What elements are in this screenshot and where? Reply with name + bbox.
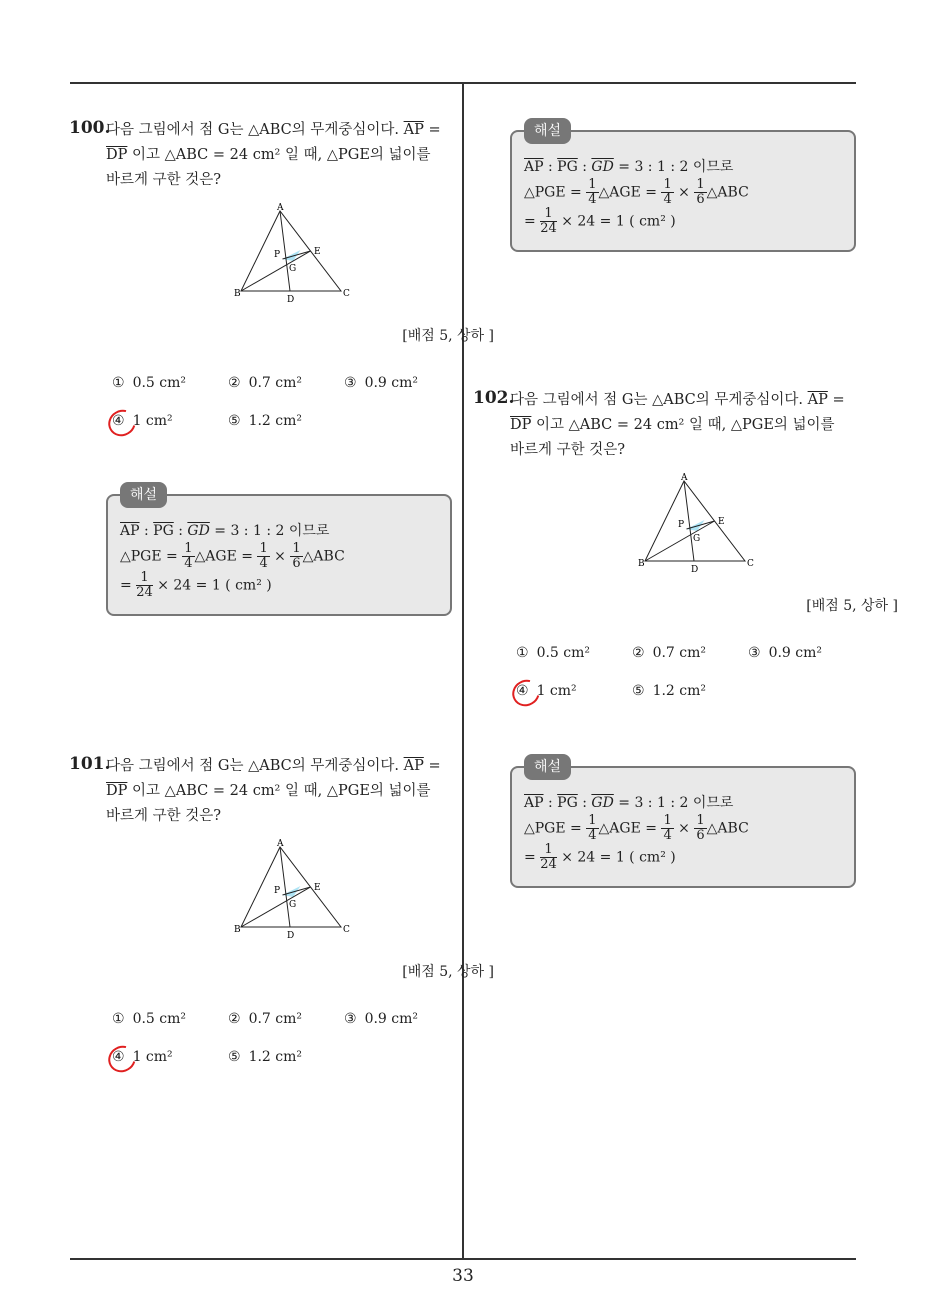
choice-5[interactable]: ⑤ 1.2 cm² (632, 683, 707, 699)
solution-tag: 해설 (524, 118, 571, 144)
page-number: 33 (452, 1266, 474, 1286)
label-p: P (678, 520, 685, 530)
label-c: C (343, 925, 350, 935)
label-g: G (289, 264, 297, 274)
label-d: D (691, 565, 699, 575)
label-b: B (234, 289, 241, 299)
answer-choices (106, 1011, 494, 1081)
problem-102 (473, 388, 898, 715)
choice-5[interactable]: ⑤ 1.2 cm² (228, 1049, 303, 1065)
label-p: P (274, 250, 281, 260)
solution-box-100 (106, 487, 452, 616)
choice-3[interactable]: ③ 0.9 cm² (344, 1011, 419, 1027)
answer-choices (510, 645, 898, 715)
label-g: G (289, 900, 297, 910)
choice-1[interactable]: ① 0.5 cm² (112, 375, 187, 391)
answer-circle (103, 1041, 140, 1078)
solution-line-3: = $\frac{1}{24}$ × 24 = 1 ( cm² ) (524, 842, 676, 872)
triangle-figure (639, 473, 769, 573)
footer-rule (70, 1258, 856, 1260)
choice-1[interactable]: ① 0.5 cm² (516, 645, 591, 661)
question-text: 다음 그림에서 점 G는 △ABC의 무게중심이다. $\overline{AP}$ = $\overline{DP}$ 이고 △ABC = 24 cm² 일 때, △PGE의 넓이를 바르게 구한 것은? (106, 122, 441, 188)
label-d: D (287, 295, 295, 305)
solution-tag: 해설 (120, 482, 167, 508)
choice-4[interactable]: ④ 1 cm² (112, 413, 173, 429)
solution-line-3: = $\frac{1}{24}$ × 24 = 1 ( cm² ) (120, 570, 272, 600)
question-text: 다음 그림에서 점 G는 △ABC의 무게중심이다. $\overline{AP}$ = $\overline{DP}$ 이고 △ABC = 24 cm² 일 때, △PGE의 넓이를 바르게 구한 것은? (106, 758, 441, 824)
answer-circle (507, 675, 544, 712)
choice-3[interactable]: ③ 0.9 cm² (344, 375, 419, 391)
choice-3[interactable]: ③ 0.9 cm² (748, 645, 823, 661)
answer-choices (106, 375, 494, 445)
solution-box-101 (510, 123, 856, 252)
label-a: A (277, 203, 284, 213)
answer-circle (103, 405, 140, 442)
choice-2[interactable]: ② 0.7 cm² (228, 1011, 303, 1027)
choice-2[interactable]: ② 0.7 cm² (228, 375, 303, 391)
label-c: C (747, 559, 754, 569)
solution-line-1: $\overline{AP}$ : $\overline{PG}$ : $\overline{GD} = 3$ : 1 : 2 이므로 (524, 795, 734, 811)
label-p: P (274, 886, 281, 896)
problem-number: 101. (69, 754, 111, 774)
problem-number: 100. (69, 118, 111, 138)
label-e: E (314, 883, 321, 893)
label-a: A (277, 839, 284, 849)
choice-2[interactable]: ② 0.7 cm² (632, 645, 707, 661)
solution-line-3: = $\frac{1}{24}$ × 24 = 1 ( cm² ) (524, 206, 676, 236)
label-b: B (638, 559, 645, 569)
label-b: B (234, 925, 241, 935)
label-d: D (287, 931, 295, 941)
triangle-figure (235, 203, 365, 303)
solution-line-2: △PGE = $\frac{1}{4}$ △AGE = $\frac{1}{4}$ × $\frac{1}{6}$ △ABC (120, 541, 345, 571)
solution-line-1: $\overline{AP}$ : $\overline{PG}$ : $\overline{GD} = 3$ : 1 : 2 이므로 (120, 523, 330, 539)
grade-label: [배점 5, 상하 ] (806, 598, 898, 614)
solution-line-1: $\overline{AP}$ : $\overline{PG}$ : $\overline{GD} = 3$ : 1 : 2 이므로 (524, 159, 734, 175)
choice-1[interactable]: ① 0.5 cm² (112, 1011, 187, 1027)
solution-box-102 (510, 759, 856, 888)
solution-line-2: △PGE = $\frac{1}{4}$ △AGE = $\frac{1}{4}$ × $\frac{1}{6}$ △ABC (524, 177, 749, 207)
label-a: A (681, 473, 688, 483)
problem-number: 102. (473, 388, 515, 408)
problem-100 (69, 118, 494, 445)
triangle-figure (235, 839, 365, 939)
problem-101 (69, 754, 494, 1081)
solution-tag: 해설 (524, 754, 571, 780)
grade-label: [배점 5, 상하 ] (402, 964, 494, 980)
choice-4[interactable]: ④ 1 cm² (112, 1049, 173, 1065)
question-text: 다음 그림에서 점 G는 △ABC의 무게중심이다. $\overline{AP}$ = $\overline{DP}$ 이고 △ABC = 24 cm² 일 때, △PGE의 넓이를 바르게 구한 것은? (510, 392, 845, 458)
choice-5[interactable]: ⑤ 1.2 cm² (228, 413, 303, 429)
label-e: E (718, 517, 725, 527)
label-c: C (343, 289, 350, 299)
label-e: E (314, 247, 321, 257)
solution-line-2: △PGE = $\frac{1}{4}$ △AGE = $\frac{1}{4}$ × $\frac{1}{6}$ △ABC (524, 813, 749, 843)
grade-label: [배점 5, 상하 ] (402, 328, 494, 344)
choice-4[interactable]: ④ 1 cm² (516, 683, 577, 699)
label-g: G (693, 534, 701, 544)
